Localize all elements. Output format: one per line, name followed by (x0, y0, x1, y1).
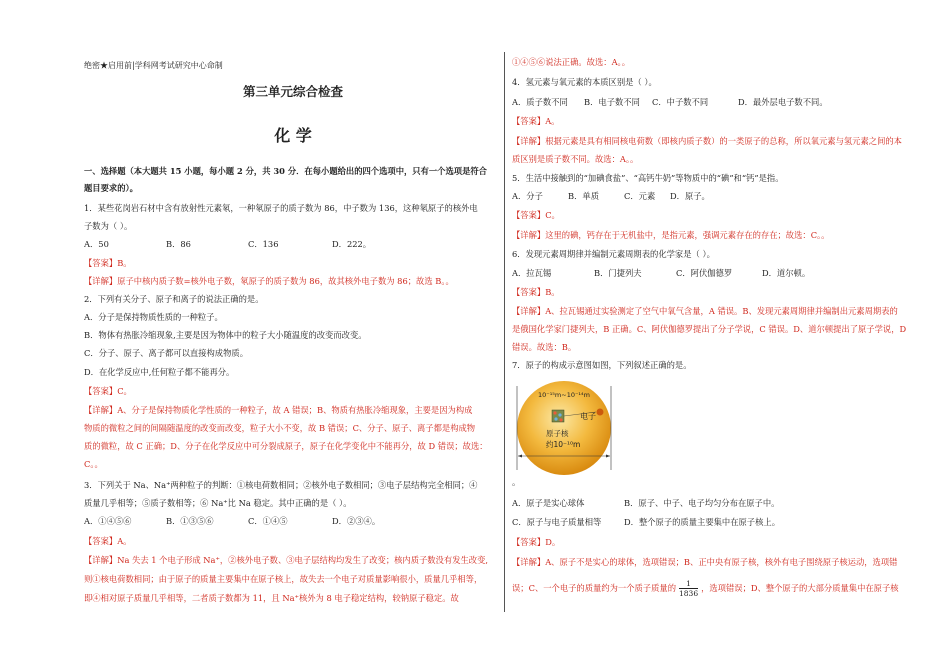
q3-answer: 【答案】A。 (84, 536, 132, 546)
q5-option-c: C．元素 (624, 191, 656, 201)
neutron-dot (558, 413, 561, 416)
q3-option-d: D．②③④。 (332, 516, 381, 526)
fraction-denominator: 1836 (679, 589, 699, 598)
q4-option-a: A．质子数不同 (512, 97, 568, 107)
q6-option-d: D．道尔顿。 (762, 268, 811, 278)
atom-structure-figure (512, 378, 622, 476)
question-5: 5．生活中接触到的“加碘食盐”、“高钙牛奶”等物质中的“碘”和“钙”是指。 (512, 173, 784, 183)
column-divider (504, 52, 505, 612)
q7-explanation: 【详解】A、原子不是实心的球体，选项错误；B、正中央有原子核，核外有电子围绕原子核运动，选项错 (512, 557, 898, 567)
nucleus-scale-label: 10⁻¹⁵m~10⁻¹⁴m (538, 391, 590, 399)
question-1: 1．某些花岗岩石材中含有放射性元素氡，一种氡原子的质子数为 86，中子数为 136，这种氡原子的核外电 (84, 203, 478, 213)
section-heading: 一、选择题（本大题共 15 小题，每小题 2 分，共 30 分．在每小题给出的四个选项中，只有一个选项是符合 (84, 166, 487, 176)
q1-option-c: C．136 (248, 239, 279, 249)
figure-dot: 。 (512, 477, 521, 487)
question-4: 4．氢元素与氧元素的本质区别是（ ）。 (512, 77, 657, 87)
question-3-cont: 质量几乎相等；⑤质子数相等；⑥ Na⁺比 Na 稳定。其中正确的是（ ）。 (84, 498, 352, 508)
right-column (512, 0, 932, 672)
q2-option-d: D．在化学反应中,任何粒子都不能再分。 (84, 367, 235, 377)
q7-answer: 【答案】D。 (512, 537, 561, 547)
q6-explanation-3: 错误。故选：B。 (512, 342, 577, 352)
neutron-dot (554, 417, 557, 420)
q3-explanation-3: 即④相对原子质量几乎相等，二者质子数都为 11，且 Na⁺核外为 8 电子稳定结构，较钠原子稳定。故 (84, 593, 459, 603)
page-title: 第三单元综合检查 (242, 84, 343, 99)
q7-option-d: D．整个原子的质量主要集中在原子核上。 (624, 517, 780, 527)
q7-option-c: C．原子与电子质量相等 (512, 517, 602, 527)
q2-explanation-2: 物质的微粒之间的间隔随温度的改变而改变，粒子大小不变，故 B 错误；C、分子、原子、离子都是构成物 (84, 423, 476, 433)
q7-explanation-2b: ，选项错误；D、整个原子的大部分质量集中在原子核 (701, 583, 899, 593)
subject-title: 化 学 (274, 126, 312, 145)
q7-explanation-2 (512, 578, 932, 600)
q5-option-a: A．分子 (512, 191, 543, 201)
q6-option-a: A．拉瓦锡 (512, 268, 552, 278)
arrow-left-head (518, 455, 522, 458)
question-7-options-row2 (512, 516, 932, 528)
question-1-cont: 子数为（ ）。 (84, 221, 133, 231)
q2-option-b: B．物体有热胀冷缩现象,主要是因为物体中的粒子大小随温度的改变而改变。 (84, 330, 367, 340)
q3-explanation: 【详解】Na 失去 1 个电子形成 Na⁺，②核外电子数、③电子层结构均发生了改变；核内质子数没有发生改变, (84, 555, 489, 565)
q6-explanation-2: 是俄国化学家门捷列夫，B 正确。C、阿伏伽德罗提出了分子学说，C 错误。D、道尔顿提出了原子学说，D (512, 324, 907, 334)
q7-explanation-2a: 误；C、一个电子的质量约为一个质子质量的 (512, 583, 676, 593)
q3-option-b: B．①③⑤⑥ (166, 516, 214, 526)
atom-size-label: 约10⁻¹⁰m (546, 440, 581, 449)
q2-option-a: A．分子是保持物质性质的一种粒子。 (84, 312, 223, 322)
question-7: 7．原子的构成示意图如图，下列叙述正确的是。 (512, 360, 692, 370)
q6-option-c: C．阿伏伽德罗 (676, 268, 733, 278)
exam-header: 绝密★启用前|学科网考试研究中心命制 (84, 61, 223, 70)
q1-option-a: A．50 (84, 239, 109, 249)
q6-option-b: B．门捷列夫 (594, 268, 642, 278)
q4-answer: 【答案】A。 (512, 116, 560, 126)
fraction-numerator: 1 (679, 579, 698, 589)
q3-option-a: A．①④⑤⑥ (84, 516, 132, 526)
q5-explanation: 【详解】这里的碘，钙存在于无机盐中，是指元素，强调元素存在的存在；故选：C。。 (512, 230, 830, 240)
q4-explanation: 【详解】根据元素是具有相同核电荷数（即核内质子数）的一类原子的总称，所以氧元素与氢元素之间的本 (512, 136, 902, 146)
arrow-right-head (606, 455, 610, 458)
q1-option-b: B．86 (166, 239, 191, 249)
q2-answer: 【答案】C。 (84, 386, 132, 396)
q7-option-b: B．原子、中子、电子均匀分布在原子中。 (624, 498, 780, 508)
q6-explanation: 【详解】A、拉瓦锡通过实验测定了空气中氧气含量，A 错误。B、发现元素周期律并编制出元素周期表的 (512, 306, 898, 316)
electron-label: 电子 (580, 412, 596, 421)
q4-option-b: B．电子数不同 (584, 97, 640, 107)
question-6: 6．发现元素周期律并编制元素周期表的化学家是（ ）。 (512, 249, 715, 259)
nucleus-label: 原子核 (546, 429, 569, 438)
q3-explanation-2: 则①核电荷数相同；由于原子的质量主要集中在原子核上，故失去一个电子对质量影响很小，质量几乎相等， (84, 574, 483, 584)
q2-explanation: 【详解】A、分子是保持物质化学性质的一种粒子，故 A 错误；B、物质有热胀冷缩现象，主要是因为构成 (84, 405, 473, 415)
q2-explanation-3: 质的微粒，故 C 正确；D、分子在化学反应中可分裂成原子，原子在化学变化中不能再分，故 D 错误；故选： (84, 441, 488, 451)
q1-answer: 【答案】B。 (84, 258, 132, 268)
q1-option-d: D．222。 (332, 239, 372, 249)
q7-option-a: A．原子是实心球体 (512, 498, 585, 508)
question-7-options-row1 (512, 497, 932, 509)
electron-dot (597, 409, 604, 416)
q4-explanation-2: 质区别是质子数不同。故选：A。。 (512, 154, 639, 164)
question-1-options (84, 238, 502, 250)
left-column (84, 0, 502, 672)
q5-option-b: B．单质 (568, 191, 599, 201)
question-3: 3．下列关于 Na、Na⁺两种粒子的判断：①核电荷数相同；②核外电子数相同；③电子层结构完全相同；④ (84, 480, 478, 490)
question-5-options (512, 190, 932, 202)
q3-option-c: C．①④⑤ (248, 516, 288, 526)
section-heading-cont: 题目要求的）。 (84, 183, 138, 193)
question-6-options (512, 267, 932, 279)
proton-dot (559, 418, 562, 421)
fraction-1-1836 (679, 579, 698, 598)
q5-option-d: D．原子。 (670, 191, 710, 201)
q6-answer: 【答案】B。 (512, 287, 560, 297)
question-3-options (84, 515, 502, 527)
q3-explanation-end: ①④⑤⑥说法正确。故选：A。。 (512, 57, 630, 67)
q4-option-c: C．中子数不同 (652, 97, 709, 107)
question-4-options (512, 96, 932, 108)
proton-dot (553, 411, 556, 414)
q1-explanation: 【详解】原子中核内质子数=核外电子数，氡原子的质子数为 86，故其核外电子数为 86；故选 B。。 (84, 276, 454, 286)
q4-option-d: D．最外层电子数不同。 (738, 97, 828, 107)
q2-option-c: C．分子、原子、离子都可以直接构成物质。 (84, 348, 248, 358)
q2-explanation-4: C。。 (84, 459, 103, 469)
q5-answer: 【答案】C。 (512, 210, 560, 220)
question-2: 2．下列有关分子、原子和离子的说法正确的是。 (84, 294, 264, 304)
